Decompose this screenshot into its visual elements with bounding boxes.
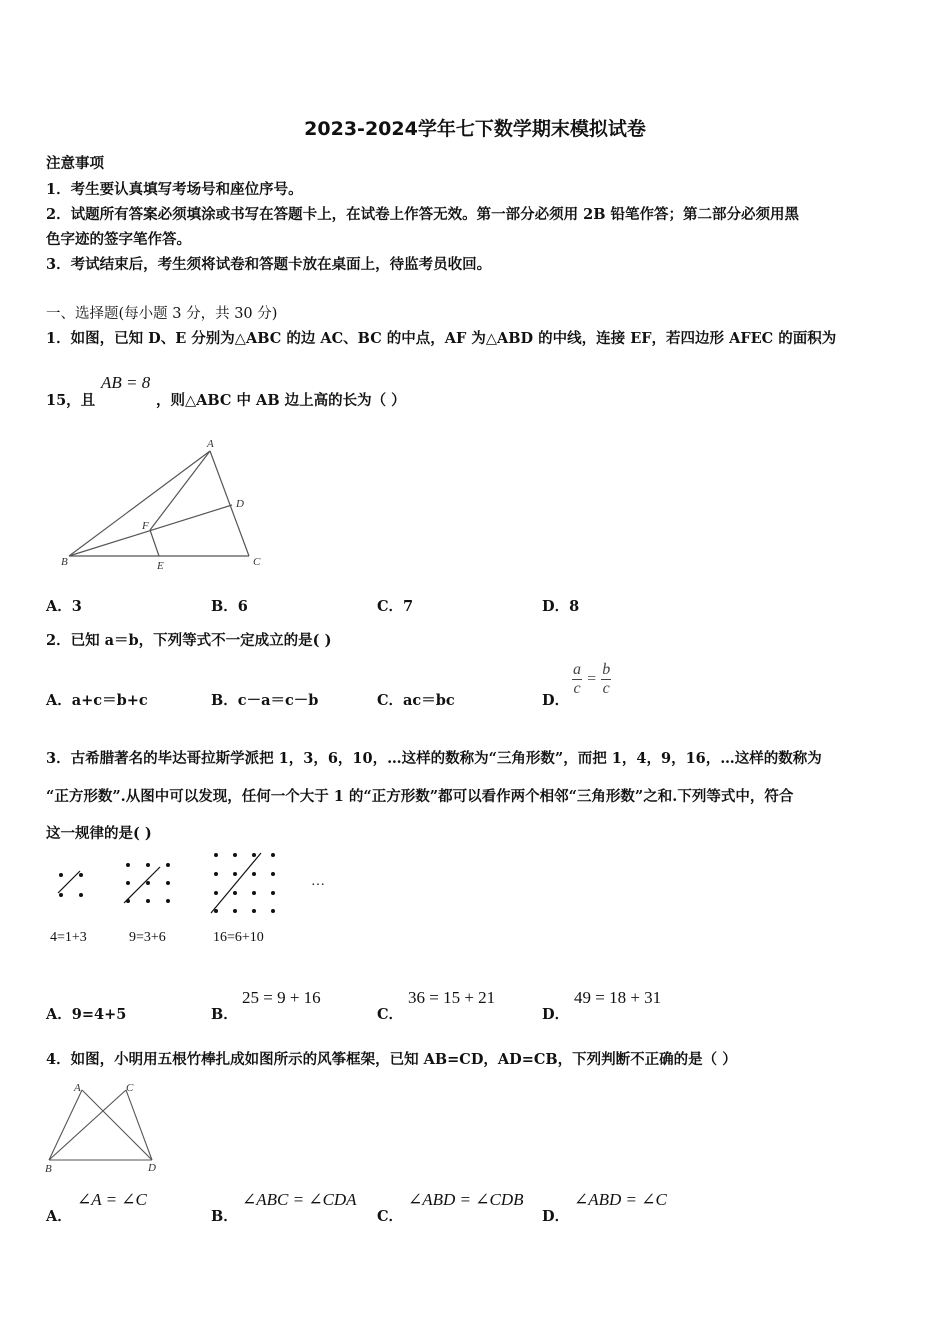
q4-option-b-math: ∠ABC = ∠CDA [242,1190,357,1209]
q3-option-d[interactable]: D． [542,1006,570,1023]
edge-cd [126,1090,152,1160]
notice-item-2-cont: 色字迹的签字笔作答。 [46,231,191,248]
q4-option-a-math: ∠A = ∠C [77,1190,147,1209]
q2-stem: 2．已知 a＝b，下列等式不一定成立的是( ) [46,632,332,649]
q1-math-ab: AB = 8 [101,373,151,392]
ellipsis: … [311,874,325,889]
label-c: C [126,1082,134,1094]
segment-fe [150,530,159,556]
denominator-c: c [573,680,581,697]
q4-option-a[interactable]: A． [46,1208,72,1225]
q3-dot-pattern-figure [46,845,346,925]
q3-option-a[interactable]: A．9=4+5 [46,1006,127,1023]
equals-sign: = [587,670,597,688]
q4-option-d-math: ∠ABD = ∠C [574,1190,667,1209]
q1-option-c[interactable]: C．7 [377,598,414,615]
edge-cb [49,1090,126,1160]
q4-stem: 4．如图，小明用五根竹棒扎成如图所示的风筝框架，已知 AB=CD，AD=CB，下列判断不正确的是（ ） [46,1051,737,1068]
label-e: E [157,560,164,572]
caption-9: 9=3+6 [129,930,166,945]
q4-option-c-math: ∠ABD = ∠CDB [408,1190,524,1209]
q2-option-b[interactable]: B．c－a＝c－b [211,692,319,709]
q3-option-b[interactable]: B． [211,1006,238,1023]
notice-item-2: 2．试题所有答案必须填涂或书写在答题卡上，在试卷上作答无效。第一部分必须用 2B 铅笔作答；第二部分必须用黑 [46,206,800,223]
label-d: D [148,1162,156,1174]
edge-ad [82,1090,152,1160]
q1-option-d[interactable]: D．8 [542,598,580,615]
fraction-b-over-c [601,661,611,698]
q1-stem-pre: 15，且 [46,392,96,409]
caption-16: 16=6+10 [213,930,264,945]
notice-item-3: 3．考试结束后，考生须将试卷和答题卡放在桌面上，待监考员收回。 [46,256,492,273]
q3-stem-line1: 3．古希腊著名的毕达哥拉斯学派把 1，3，6，10，…这样的数称为“三角形数”，而把 1，4，9，16，…这样的数称为 [46,750,822,767]
q3-option-c[interactable]: C． [377,1006,404,1023]
q2-option-a[interactable]: A．a+c＝b+c [46,692,148,709]
label-c: C [253,556,261,568]
q4-kite-figure [44,1078,174,1178]
caption-4: 4=1+3 [50,930,87,945]
q3-stem-line2: “正方形数”.从图中可以发现，任何一个大于 1 的“正方形数”都可以看作两个相邻“三角形数”之和.下列等式中，符合 [46,788,794,805]
q2-option-d[interactable]: D． [542,692,570,709]
q1-option-b[interactable]: B．6 [211,598,248,615]
numerator-a: a [573,661,581,678]
segment-af [150,451,210,530]
q2-option-d-math [572,661,611,698]
fraction-a-over-c [572,661,582,698]
label-a: A [74,1082,81,1094]
label-b: B [45,1163,52,1175]
q3-stem-line3: 这一规律的是( ) [46,825,152,842]
q3-option-d-math: 49 = 18 + 31 [574,988,662,1007]
q4-option-d[interactable]: D． [542,1208,570,1225]
label-f: F [142,520,149,532]
label-d: D [236,498,244,510]
section-heading: 一、选择题(每小题 3 分，共 30 分) [46,306,278,322]
denominator-c2: c [602,680,610,697]
q3-option-c-math: 36 = 15 + 21 [408,988,496,1007]
numerator-b: b [602,661,611,678]
q1-triangle-figure [55,435,280,580]
notice-heading: 注意事项 [46,155,104,172]
page-title: 2023-2024学年七下数学期末模拟试卷 [304,118,646,140]
notice-item-1: 1．考生要认真填写考场号和座位序号。 [46,181,303,198]
q3-option-b-math: 25 = 9 + 16 [242,988,321,1007]
q2-option-c[interactable]: C．ac＝bc [377,692,455,709]
q4-option-b[interactable]: B． [211,1208,238,1225]
edge-ab [69,451,210,556]
q1-stem-line1: 1．如图，已知 D、E 分别为△ABC 的边 AC、BC 的中点，AF 为△ABD 的中线，连接 EF，若四边形 AFEC 的面积为 [46,330,837,347]
q1-option-a[interactable]: A．3 [46,598,82,615]
label-a: A [207,438,214,450]
q4-option-c[interactable]: C． [377,1208,404,1225]
q1-stem-post: ，则△ABC 中 AB 边上高的长为（ ） [156,392,406,409]
label-b: B [61,556,68,568]
edge-ab [49,1090,82,1160]
